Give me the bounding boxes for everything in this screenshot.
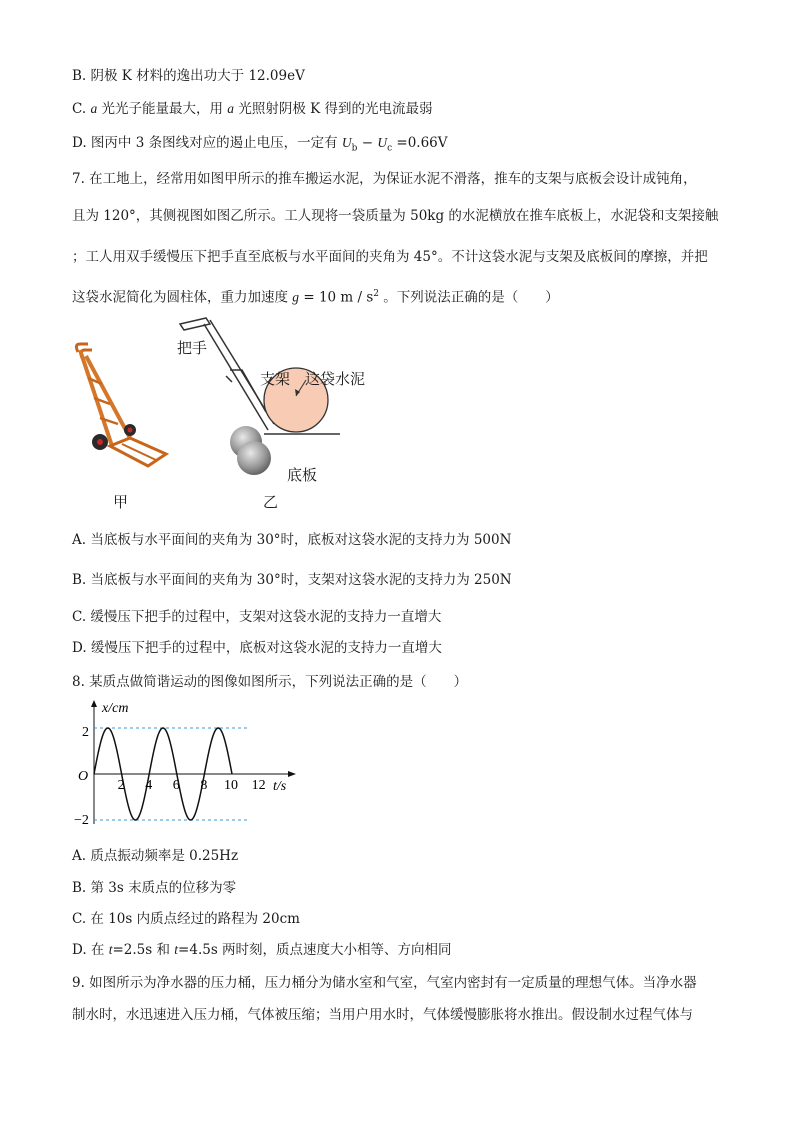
label-fig-jia: 甲 xyxy=(113,493,129,511)
q8-option-c: C. 在 10s 内质点经过的路程为 20cm xyxy=(72,911,300,927)
x-axis-label: t/s xyxy=(273,779,287,794)
q7-option-a: A. 当底板与水平面间的夹角为 30°时，底板对这袋水泥的支持力为 500N xyxy=(72,532,512,548)
q8-option-a: A. 质点振动频率是 0.25Hz xyxy=(72,848,239,864)
label-base-plate: 底板 xyxy=(287,466,318,484)
label-fig-yi: 乙 xyxy=(263,493,279,511)
q7-stem-line4: 这袋水泥简化为圆柱体，重力加速度 g = 10 m / $s^2$ 。下列说法正确的是（ ） xyxy=(72,289,559,306)
hand-truck-figure xyxy=(70,338,170,468)
q6-option-b: B. 阴极 K 材料的逸出功大于 12.09eV xyxy=(72,68,305,84)
q7-stem-line3: ；工人用双手缓慢压下把手直至底板与水平面间的夹角为 45°。不计这袋水泥与支架及底板间的摩擦，并把 xyxy=(72,249,708,265)
x-tick-12: 12 xyxy=(251,778,266,793)
q8-option-d: D. 在 t=2.5s 和 t=4.5s 两时刻，质点速度大小相等、方向相同 xyxy=(72,942,452,958)
label-support-frame: 支架 xyxy=(260,370,291,388)
q8-stem: 8. 某质点做简谐运动的图像如图所示，下列说法正确的是（ ） xyxy=(72,674,468,690)
q7-option-c: C. 缓慢压下把手的过程中，支架对这袋水泥的支持力一直增大 xyxy=(72,609,442,625)
x-axis-arrow xyxy=(288,771,296,777)
label-handle: 把手 xyxy=(177,339,208,357)
shm-graph xyxy=(74,696,304,836)
q9-stem-line1: 9. 如图所示为净水器的压力桶，压力桶分为储水室和气室，气室内密封有一定质量的理想气体。当净水器 xyxy=(72,975,697,991)
y-tick-2: 2 xyxy=(82,725,89,740)
y-axis-label: x/cm xyxy=(102,701,129,716)
label-cement-bag: 这袋水泥 xyxy=(305,370,366,388)
q6-option-c: C. a 光光子能量最大，用 a 光照射阴极 K 得到的光电流最弱 xyxy=(72,101,433,117)
q7-stem-line2: 且为 120°，其侧视图如图乙所示。工人现将一袋质量为 50kg 的水泥横放在推车底板上，水泥袋和支架接触 xyxy=(72,208,719,224)
y-axis-arrow xyxy=(91,700,97,707)
q8-option-b: B. 第 3s 末质点的位移为零 xyxy=(72,880,237,896)
x-tick-8: 8 xyxy=(200,778,208,793)
x-tick-2: 2 xyxy=(117,778,125,793)
q7-option-b: B. 当底板与水平面间的夹角为 30°时，支架对这袋水泥的支持力为 250N xyxy=(72,572,512,588)
x-tick-10: 10 xyxy=(224,778,238,793)
q6-option-d: D. 图丙中 3 条图线对应的遏止电压，一定有 $U_b - U_c =0.66V$ xyxy=(72,135,448,154)
q7-stem-line1: 7. 在工地上，经常用如图甲所示的推车搬运水泥，为保证水泥不滑落，推车的支架与底板会设计成钝角， xyxy=(72,171,697,187)
y-tick-neg2: −2 xyxy=(74,813,89,828)
x-tick-labels xyxy=(118,778,266,793)
x-tick-6: 6 xyxy=(172,778,180,793)
q9-stem-line2: 制水时，水迅速进入压力桶，气体被压缩；当用户用水时，气体缓慢膨胀将水推出。假设制水过程气体与 xyxy=(72,1007,693,1023)
x-tick-4: 4 xyxy=(145,778,153,793)
q7-option-d: D. 缓慢压下把手的过程中，底板对这袋水泥的支持力一直增大 xyxy=(72,640,442,656)
origin-label: O xyxy=(78,769,89,784)
